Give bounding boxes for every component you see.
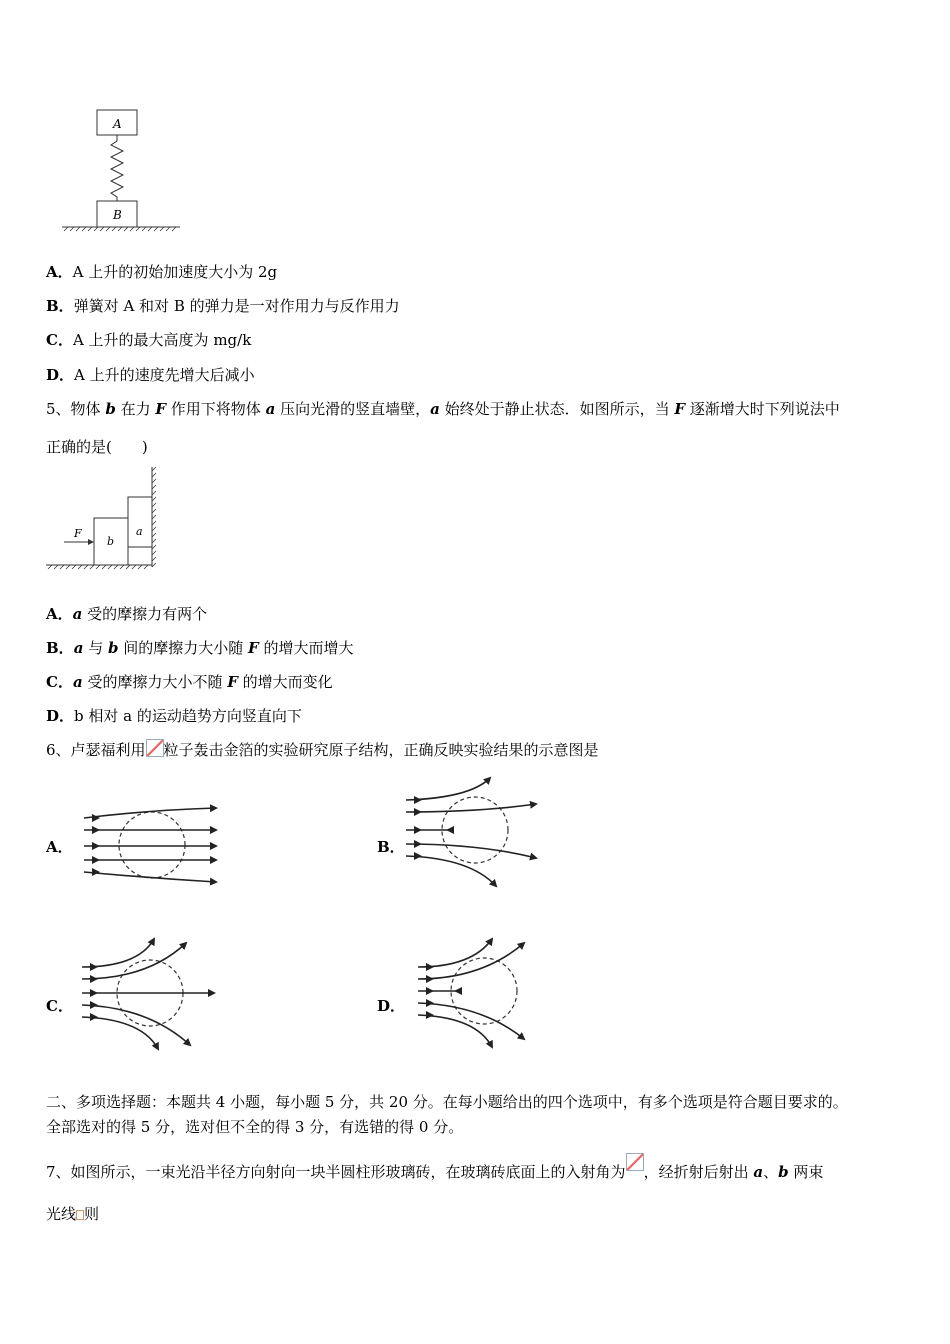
q7-var-b: b bbox=[778, 1163, 789, 1181]
q5-option-b-key: B． bbox=[46, 639, 74, 657]
q6-text-1: 6、卢瑟福利用 bbox=[46, 741, 146, 759]
spring bbox=[111, 135, 123, 201]
q4-option-a-text: A 上升的初始加速度大小为 2g bbox=[72, 263, 278, 281]
alpha-paths bbox=[82, 939, 214, 1049]
q5-var-a2: a bbox=[430, 400, 440, 418]
q6-option-b-label: B． bbox=[377, 838, 405, 856]
q5-text-6: 逐渐增大时下列说法中 bbox=[685, 400, 840, 418]
q5-option-b-var3: F bbox=[248, 639, 259, 657]
diagram-b bbox=[400, 770, 550, 890]
q5-option-d-text: b 相对 a 的运动趋势方向竖直向下 bbox=[74, 707, 302, 725]
q5-option-c-var2: F bbox=[227, 673, 238, 691]
q5-option-d bbox=[46, 705, 302, 726]
wall-blocks-figure bbox=[44, 465, 164, 575]
q5-text-2: 在力 bbox=[115, 400, 156, 418]
q6-option-c-label: C． bbox=[46, 997, 73, 1015]
alpha-arrowheads bbox=[90, 963, 98, 1021]
alpha-paths bbox=[84, 808, 216, 882]
q5-option-a bbox=[46, 603, 207, 624]
q5-option-b-var1: a bbox=[73, 639, 84, 657]
force-label: F bbox=[74, 527, 82, 540]
q5-option-c-text1: 受的摩擦力大小不随 bbox=[82, 673, 228, 691]
q5-option-b-var2: b bbox=[107, 639, 119, 657]
q5-var-f2: F bbox=[674, 400, 686, 418]
floor-hatching bbox=[48, 565, 148, 569]
q4-option-c-text: A 上升的最大高度为 mg/k bbox=[72, 331, 252, 349]
spring-blocks-figure bbox=[60, 105, 190, 235]
q4-option-b-key: B． bbox=[46, 297, 74, 315]
force-arrowhead bbox=[88, 539, 94, 545]
q5-var-f: F bbox=[155, 400, 167, 418]
q6-text-2: 粒子轰击金箔的实验研究原子结构，正确反映实验结果的示意图是 bbox=[163, 741, 599, 759]
q4-option-b bbox=[46, 295, 400, 316]
q4-option-d bbox=[46, 364, 255, 385]
section2-line2 bbox=[46, 1116, 463, 1137]
q7-stem-line1 bbox=[46, 1153, 823, 1182]
alpha-paths bbox=[406, 778, 536, 886]
q5-text-1: 5、物体 bbox=[46, 400, 106, 418]
q7-text-line2a: 光线 bbox=[46, 1205, 77, 1223]
q5-option-a-text: 受的摩擦力有两个 bbox=[82, 605, 208, 623]
section2-text-2: 全部选对的得 5 分，选对但不全的得 3 分，有选错的得 0 分。 bbox=[46, 1118, 464, 1136]
diagram-c bbox=[78, 935, 223, 1055]
q5-option-a-key: A． bbox=[46, 605, 73, 623]
q6-option-d-label: D． bbox=[377, 997, 406, 1015]
block-b-wall-label: b bbox=[107, 535, 115, 548]
q5-option-c bbox=[46, 671, 333, 692]
q7-var-a: a bbox=[753, 1163, 764, 1181]
q7-text-line2b: 则 bbox=[84, 1205, 100, 1223]
q5-text-5: 始终处于静止状态．如图所示，当 bbox=[439, 400, 675, 418]
q5-var-b: b bbox=[105, 400, 116, 418]
q5-stem-line2 bbox=[46, 436, 148, 457]
q5-var-a: a bbox=[265, 400, 276, 418]
q5-option-b-text2: 间的摩擦力大小随 bbox=[118, 639, 249, 657]
q5-option-c-text2: 的增大而变化 bbox=[237, 673, 333, 691]
q7-text-3: 、 bbox=[763, 1163, 779, 1181]
q7-text-2: ，经折射后射出 bbox=[643, 1163, 754, 1181]
angle-image-icon bbox=[626, 1153, 644, 1171]
q4-option-d-key: D． bbox=[46, 366, 75, 384]
q5-option-b-text1: 与 bbox=[83, 639, 108, 657]
ground-hatching bbox=[64, 227, 176, 231]
wall-hatching bbox=[152, 467, 156, 567]
block-b-label: B bbox=[113, 208, 122, 222]
block-a-wall-label: a bbox=[136, 525, 143, 538]
q5-option-c-var1: a bbox=[72, 673, 83, 691]
block-a-label: A bbox=[113, 117, 122, 131]
q5-text-line2: 正确的是( ) bbox=[46, 438, 148, 456]
atom-circle bbox=[119, 812, 185, 878]
q4-option-a bbox=[46, 261, 277, 282]
q5-text-3: 作用下将物体 bbox=[166, 400, 266, 418]
q5-option-d-key: D． bbox=[46, 707, 75, 725]
q6-option-a-label: A． bbox=[46, 838, 73, 856]
section2-line1 bbox=[46, 1091, 848, 1112]
block-a-wall bbox=[128, 497, 152, 547]
q4-option-c-key: C． bbox=[46, 331, 73, 349]
q4-option-b-text: 弹簧对 A 和对 B 的弹力是一对作用力与反作用力 bbox=[73, 297, 400, 315]
q5-option-b bbox=[46, 637, 353, 658]
q5-text-4: 压向光滑的竖直墙壁， bbox=[275, 400, 431, 418]
alpha-arrowheads bbox=[92, 814, 100, 876]
q5-option-b-text3: 的增大而增大 bbox=[258, 639, 354, 657]
q7-text-4: 两束 bbox=[788, 1163, 824, 1181]
alpha-image-icon bbox=[146, 739, 164, 757]
q4-option-a-key: A． bbox=[46, 263, 73, 281]
q4-option-d-text: A 上升的速度先增大后减小 bbox=[74, 366, 255, 384]
q6-stem bbox=[46, 739, 599, 760]
q5-stem-line1 bbox=[46, 398, 840, 419]
q5-option-c-key: C． bbox=[46, 673, 73, 691]
q7-text-1: 7、如图所示，一束光沿半径方向射向一块半圆柱形玻璃砖，在玻璃砖底面上的入射角为 bbox=[46, 1163, 626, 1181]
section2-text-1: 二、多项选择题：本题共 4 小题，每小题 5 分，共 20 分。在每小题给出的四个选项中，有多个选项是符合题目要求的。 bbox=[46, 1093, 848, 1111]
q7-stem-line2 bbox=[46, 1203, 99, 1224]
inline-image-icon bbox=[76, 1210, 84, 1220]
q5-option-a-var: a bbox=[72, 605, 83, 623]
alpha-paths bbox=[418, 939, 524, 1047]
alpha-arrowheads bbox=[414, 796, 454, 860]
diagram-a bbox=[80, 800, 225, 890]
q4-option-c bbox=[46, 329, 251, 350]
diagram-d bbox=[412, 935, 557, 1055]
